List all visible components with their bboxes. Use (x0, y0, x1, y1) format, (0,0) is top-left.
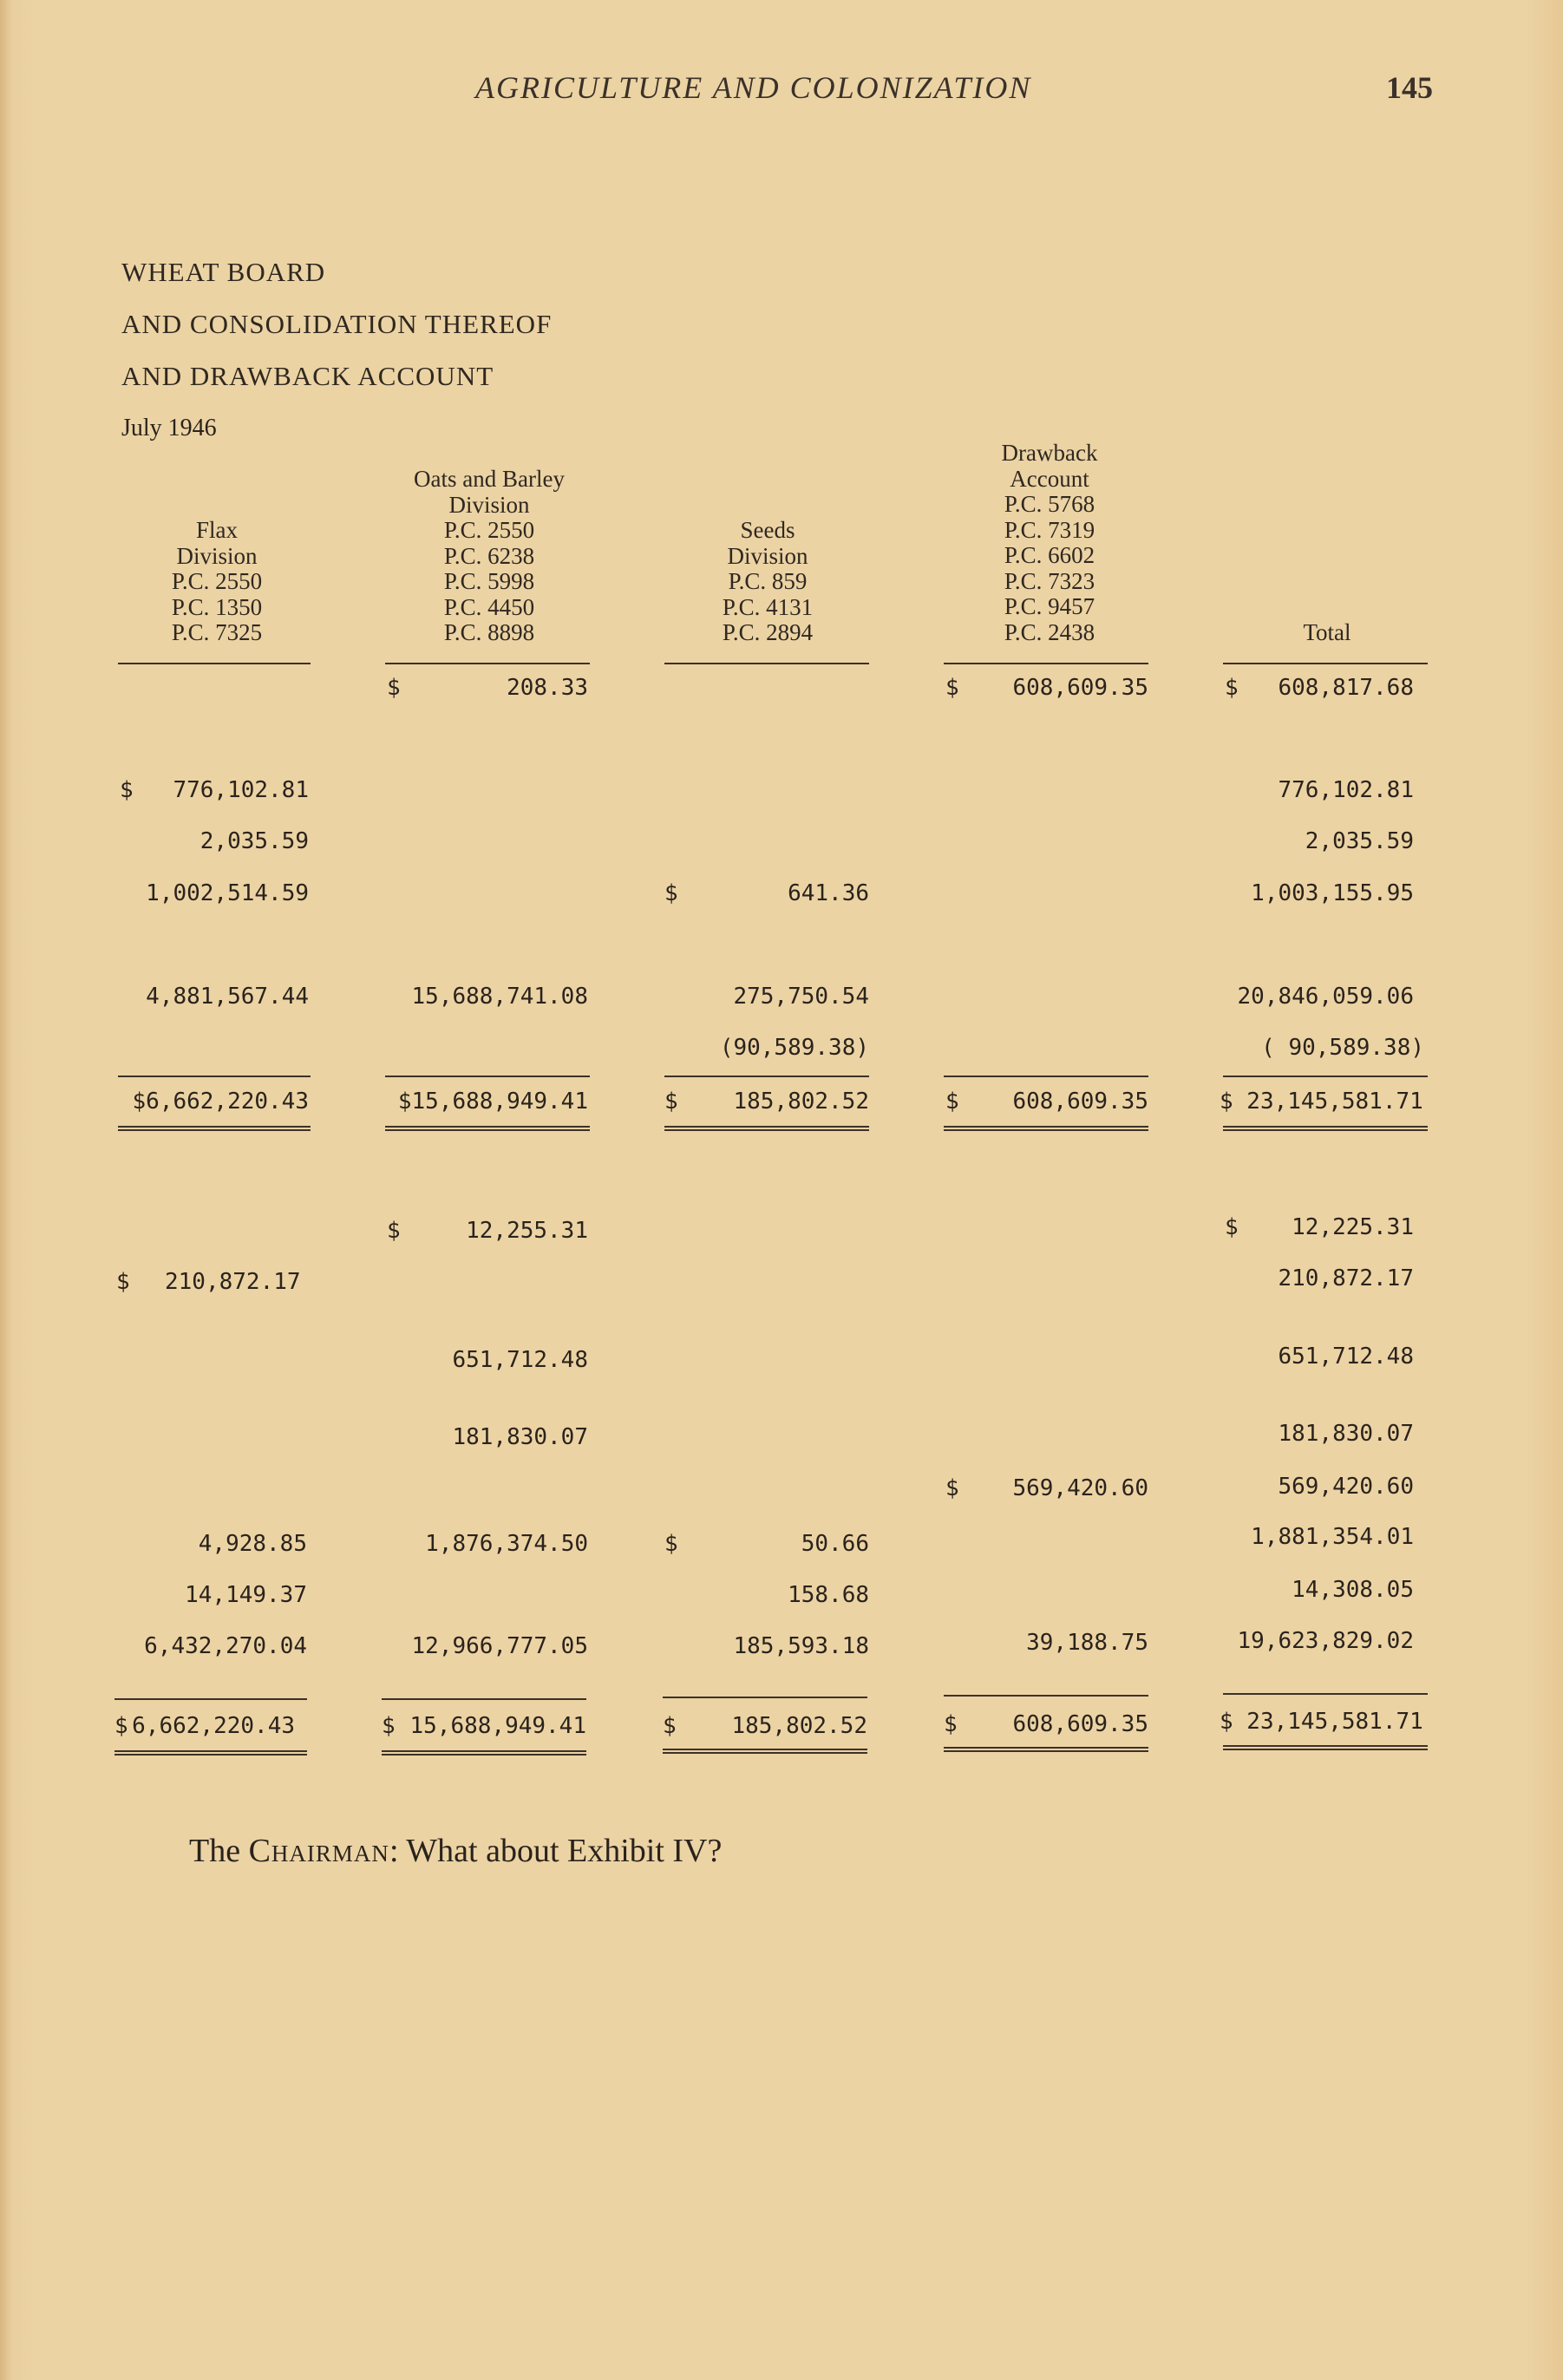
total-value: 185,802.52 (733, 1089, 869, 1115)
col-header-line: P.C. 2438 (1004, 618, 1095, 645)
total-value: 608,609.35 (1012, 1711, 1148, 1737)
col-header-line: Flax (195, 517, 238, 543)
col-header-line: P.C. 4131 (722, 593, 814, 620)
cell-value: 210,872.17 (1278, 1265, 1414, 1291)
header-rule (664, 663, 869, 664)
col-header-line: P.C. 7323 (1004, 567, 1095, 594)
col-header-oats-barley (385, 467, 593, 646)
col-header-line: P.C. 1350 (171, 593, 263, 620)
subtotal-rule (664, 1076, 869, 1077)
cell-value: 1,876,374.50 (425, 1531, 588, 1557)
cell-value: 2,035.59 (1305, 828, 1414, 854)
cell-value: 1,002,514.59 (146, 880, 309, 906)
col-header-line: Account (1010, 465, 1089, 492)
cell-value: 608,609.35 (1012, 675, 1148, 701)
header-rule (385, 663, 590, 664)
cell-value: 12,255.31 (466, 1218, 588, 1244)
total-value: 6,662,220.43 (132, 1713, 295, 1739)
col-header-line: P.C. 7319 (1004, 516, 1095, 543)
cell-value: 4,928.85 (198, 1531, 307, 1557)
col-header-drawback (945, 441, 1154, 645)
col-header-line: P.C. 8898 (443, 619, 535, 645)
col-header-line: P.C. 5768 (1004, 491, 1095, 517)
subtotal-rule (944, 1076, 1148, 1077)
dollar-sign: $ (116, 1269, 130, 1295)
col-header-line: Division (176, 542, 258, 569)
cell-value: 14,308.05 (1292, 1577, 1414, 1603)
dollar-sign: $ (664, 1531, 678, 1557)
subtotal-rule (1223, 1693, 1428, 1695)
subtotal-rule (385, 1076, 590, 1077)
total-double-rule (382, 1750, 586, 1756)
dollar-sign: $ (945, 675, 959, 701)
col-header-line: Total (1303, 619, 1351, 645)
cell-value: 2,035.59 (199, 828, 309, 854)
total-double-rule (118, 1126, 311, 1131)
dollar-sign: $ (664, 880, 678, 906)
cell-value: 185,593.18 (733, 1633, 869, 1659)
col-header-line: Division (727, 542, 808, 569)
total-value: $ 23,145,581.71 (1220, 1709, 1423, 1735)
col-header-line: P.C. 2550 (171, 568, 263, 594)
col-header-line: Drawback (1001, 440, 1098, 466)
total-value: $6,662,220.43 (132, 1089, 309, 1115)
subtotal-rule (118, 1076, 311, 1077)
chairman-name: Chairman (248, 1833, 389, 1869)
total-double-rule (944, 1747, 1148, 1752)
subtotal-rule (944, 1695, 1148, 1697)
total-double-rule (944, 1126, 1148, 1131)
cell-value: 776,102.81 (1278, 777, 1414, 803)
total-value: $ 23,145,581.71 (1220, 1089, 1423, 1115)
dollar-sign: $ (944, 1711, 958, 1737)
dollar-sign: $ (387, 675, 401, 701)
col-header-line: P.C. 2550 (443, 517, 535, 543)
subtotal-rule (114, 1698, 307, 1700)
col-header-line: P.C. 6602 (1004, 542, 1095, 568)
subtotal-rule (1223, 1076, 1428, 1077)
col-header-line: Oats and Barley (414, 466, 565, 492)
cell-value: 1,003,155.95 (1251, 880, 1414, 906)
col-header-line: Seeds (740, 517, 795, 543)
total-value: 15,688,949.41 (409, 1713, 586, 1739)
total-double-rule (1223, 1126, 1428, 1131)
cell-value: 6,432,270.04 (144, 1633, 307, 1659)
table-date: July 1946 (121, 415, 217, 441)
cell-value: 4,881,567.44 (146, 984, 309, 1010)
total-double-rule (664, 1126, 869, 1131)
running-title: AGRICULTURE AND COLONIZATION (475, 70, 1032, 105)
col-header-seeds (668, 518, 867, 646)
cell-value: 20,846,059.06 (1237, 984, 1414, 1010)
dollar-sign: $ (945, 1475, 959, 1501)
dollar-sign: $ (664, 1089, 678, 1115)
cell-value: 158.68 (788, 1582, 869, 1608)
col-header-line: P.C. 9457 (1004, 593, 1095, 619)
col-header-total (1223, 620, 1431, 646)
cell-value: 275,750.54 (733, 984, 869, 1010)
cell-value: 569,420.60 (1278, 1474, 1414, 1500)
total-value: 185,802.52 (731, 1713, 867, 1739)
page-number: 145 (1386, 70, 1433, 105)
total-value: $15,688,949.41 (397, 1089, 588, 1115)
cell-value: 12,966,777.05 (411, 1633, 588, 1659)
cell-value: 776,102.81 (173, 777, 309, 803)
cell-value: (90,589.38) (719, 1035, 869, 1061)
total-double-rule (1223, 1745, 1428, 1750)
total-double-rule (663, 1749, 867, 1754)
col-header-line: P.C. 4450 (443, 593, 535, 620)
subtotal-rule (663, 1697, 867, 1698)
subtotal-rule (382, 1698, 586, 1700)
cell-value: 1,881,354.01 (1251, 1524, 1414, 1550)
cell-value: 641.36 (788, 880, 869, 906)
dollar-sign: $ (663, 1713, 677, 1739)
cell-value: 12,225.31 (1292, 1214, 1414, 1240)
dollar-sign: $ (114, 1713, 128, 1739)
cell-value: 208.33 (507, 675, 588, 701)
total-double-rule (385, 1126, 590, 1131)
chairman-question (189, 1832, 722, 1870)
col-header-line: P.C. 5998 (443, 568, 535, 594)
running-header (0, 62, 1563, 114)
dollar-sign: $ (382, 1713, 396, 1739)
cell-value: 608,817.68 (1278, 675, 1414, 701)
header-rule (118, 663, 311, 664)
cell-value: 210,872.17 (165, 1269, 301, 1295)
dollar-sign: $ (1225, 1214, 1239, 1240)
cell-value: 651,712.48 (1278, 1344, 1414, 1370)
table-title-line-3: AND DRAWBACK ACCOUNT (121, 361, 494, 391)
dollar-sign: $ (1225, 675, 1239, 701)
table-title-line-2: AND CONSOLIDATION THEREOF (121, 309, 553, 339)
chairman-prefix: The (189, 1833, 249, 1869)
cell-value: 50.66 (801, 1531, 869, 1557)
table-title-line-1: WHEAT BOARD (121, 257, 326, 287)
chairman-text: : What about Exhibit IV? (389, 1833, 723, 1869)
col-header-line: P.C. 6238 (443, 542, 535, 569)
dollar-sign: $ (120, 777, 134, 803)
cell-value: 15,688,741.08 (411, 984, 588, 1010)
header-rule (1223, 663, 1428, 664)
col-header-line: P.C. 7325 (171, 619, 263, 645)
total-value: 608,609.35 (1012, 1089, 1148, 1115)
cell-value: ( 90,589.38) (1261, 1035, 1424, 1061)
cell-value: 651,712.48 (452, 1347, 588, 1373)
col-header-flax (121, 518, 312, 646)
cell-value: 181,830.07 (1278, 1421, 1414, 1447)
total-double-rule (114, 1750, 307, 1756)
col-header-line: P.C. 859 (728, 568, 808, 594)
dollar-sign: $ (945, 1089, 959, 1115)
cell-value: 569,420.60 (1012, 1475, 1148, 1501)
col-header-line: P.C. 2894 (722, 619, 814, 645)
header-rule (944, 663, 1148, 664)
dollar-sign: $ (387, 1218, 401, 1244)
cell-value: 39,188.75 (1026, 1630, 1148, 1656)
col-header-line: Division (448, 491, 530, 518)
cell-value: 14,149.37 (185, 1582, 307, 1608)
cell-value: 181,830.07 (452, 1424, 588, 1450)
cell-value: 19,623,829.02 (1237, 1628, 1414, 1654)
